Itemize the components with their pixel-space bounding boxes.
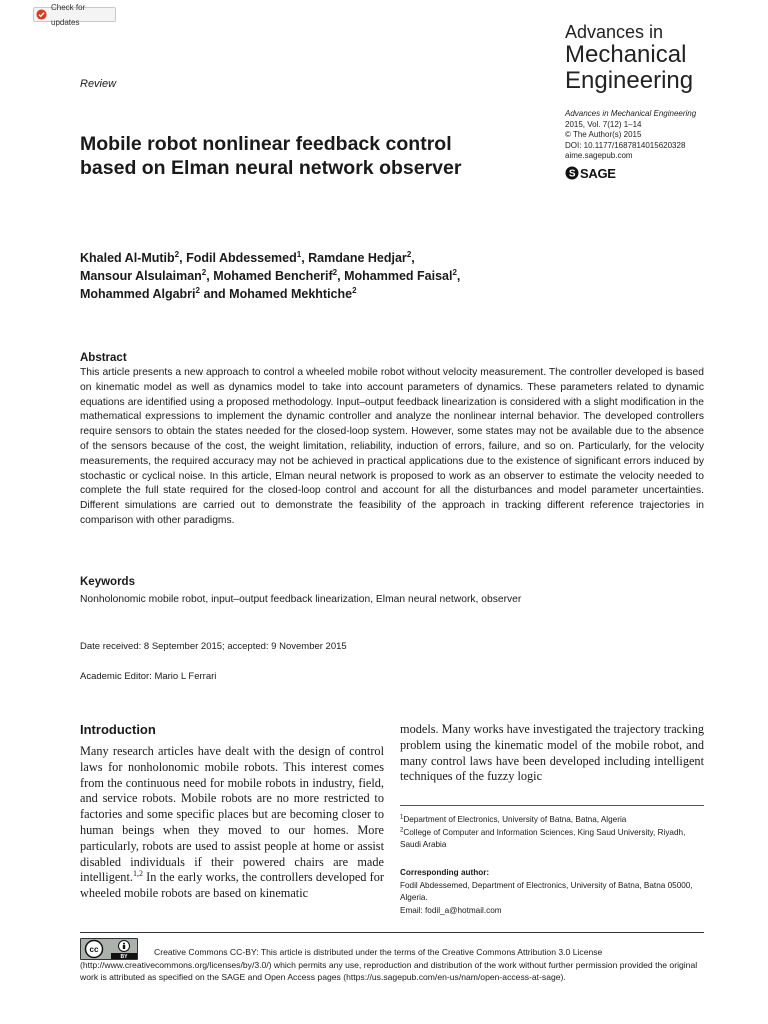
date-received: Date received: 8 September 2015; accepted: 9 November 2015 [80, 641, 347, 652]
author-affiliation-mark: 2 [195, 285, 200, 295]
footnote-divider [400, 805, 704, 806]
affiliation-item [400, 814, 704, 827]
author-name: Mohamed Mekhtiche [229, 287, 353, 301]
license-text: Creative Commons CC-BY: This article is distributed under the terms of the Creative Commons Attribution 3.0 License (http://www.creativecommons.org/licenses/by/3.0/) which permits any use, reproduction and distribution of the work without further permission provided the original work is attributed as specified on the SAGE and Open Access pages (https://us.sagepub.com/en-us/nam/open-access-at-sage). [80, 947, 698, 983]
check-for-updates-button[interactable] [33, 2, 116, 27]
introduction-text-column-1: Many research articles have dealt with the design of control laws for nonholonomic mobile robots. This interest comes from the continuous need for mobile robots in industry, field, and service robots. Mobile robots are no more restricted to factories and some specific places but are becoming closer to human beings when they moved to our homes. More particularly, robots are used to assist people at home or assist disabled individuals if their powered chairs are made intelligent.$^{1,2}$ In the early works, the controllers developed for wheeled mobile robots are based on kinematic [80, 744, 384, 901]
svg-text:S: S [568, 168, 576, 180]
author-name: Mohamed Bencherif [213, 269, 333, 283]
article-title: Mobile robot nonlinear feedback control based on Elman neural network observer [80, 133, 462, 179]
cc-by-label: BY [120, 954, 128, 959]
sage-logo: S SAGE [565, 164, 616, 182]
author-affiliation-mark: 2 [332, 267, 338, 277]
author-name: Mohammed Faisal [344, 269, 453, 283]
journal-url-link[interactable]: aime.sagepub.com [565, 151, 633, 160]
author-affiliation-mark: 2 [174, 249, 180, 259]
author-name: Khaled Al-Mutib [80, 251, 175, 265]
academic-editor: Academic Editor: Mario L Ferrari [80, 671, 217, 682]
abstract-text: This article presents a new approach to control a wheeled mobile robot without velocity measurement. The controller developed is based on kinematic model as well as dynamics model to take into account parameters of dynamics. These parameters related to dynamic equations are identified using a proposed methodology. Input–output feedback linearization is considered with a slight modification in the mathematical expressions to implement the dynamic controller and analyze the nonlinear internal behavior. The developed controllers require sensors to obtain the states needed for the closed-loop system. However, some states may not be available due to the absence of the sensors because of the cost, the weight limitation, reliability, induction of errors, failure, and so on. Particularly, for the velocity measurements, the required accuracy may not be achieved in practical applications due to the existence of significant errors induced by stochastic or cyclical noise. In this article, Elman neural network is proposed to work as an observer to estimate the velocity needed to complete the full state required for the closed-loop control and account for all the disturbances and model parameter uncertainties. Different simulations are carried out to demonstrate the feasibility of the approach in tracking different reference trajectories in comparison with other paradigms. [80, 367, 704, 526]
author-name: Mansour Alsulaiman [80, 269, 202, 283]
author-name: Ramdane Hedjar [308, 251, 407, 265]
check-for-updates-label: Check for updates [51, 2, 86, 27]
introduction-heading: Introduction [80, 722, 156, 737]
svg-text:cc: cc [89, 945, 99, 954]
keywords-text: Nonholonomic mobile robot, input–output feedback linearization, Elman neural network, observer [80, 594, 522, 605]
email-link[interactable]: Email: fodil_a@hotmail.com [400, 905, 502, 915]
journal-meta: Advances in Mechanical Engineering 2015, Vol. 7(12) 1–14 © The Author(s) 2015 DOI: 10.1177/1687814015620328 aime.sagepub.com [565, 109, 765, 162]
affiliations [400, 814, 704, 852]
article-type: Review [80, 78, 117, 90]
author-affiliation-mark: 2 [452, 267, 457, 277]
affiliation-item [400, 827, 704, 852]
journal-name: Advances in Mechanical Engineering [565, 22, 694, 94]
author-affiliation-mark: 2 [352, 285, 357, 295]
author-affiliation-mark: 2 [201, 267, 207, 277]
keywords-heading: Keywords [80, 576, 135, 588]
author-affiliation-mark: 1 [296, 249, 302, 259]
abstract-heading: Abstract [80, 352, 127, 364]
citation-ref[interactable]: 1,2 [132, 869, 143, 879]
corresponding-author: Corresponding author: Fodil Abdessemed, Department of Electronics, University of Batna, Batna 05000, Algeria. Email: fodil_a@hotmail.com [400, 867, 704, 917]
sage-s-icon [565, 166, 579, 180]
doi-link[interactable]: DOI: 10.1177/1687814015620328 [565, 140, 686, 150]
license-divider [80, 932, 704, 933]
author-affiliation-mark: 2 [406, 249, 412, 259]
author-name: Mohammed Algabri [80, 287, 196, 301]
author-list: Khaled Al-Mutib$^2$, Fodil Abdessemed$^1$, Ramdane Hedjar$^2$, Mansour Alsulaiman$^2$, Mohamed Bencherif$^2$, Mohammed Faisal$^2$, Mohammed Algabri$^2$ and Mohamed Mekhtiche$^2$ [80, 249, 461, 301]
affiliation-text: College of Computer and Information Sciences, King Saud University, Riyadh, Saudi Arabia [400, 827, 686, 849]
author-name: Fodil Abdessemed [186, 251, 297, 265]
affiliation-number: 1 [400, 814, 404, 821]
check-for-updates-icon [36, 9, 47, 20]
affiliation-number: 2 [400, 826, 404, 833]
introduction-text-column-2: models. Many works have investigated the trajectory tracking problem using the kinematic model of the mobile robot, and many control laws have been developed including intelligent techniques of the fuzzy logic [400, 722, 704, 784]
affiliation-text: Department of Electronics, University of Batna, Batna, Algeria [403, 815, 627, 824]
